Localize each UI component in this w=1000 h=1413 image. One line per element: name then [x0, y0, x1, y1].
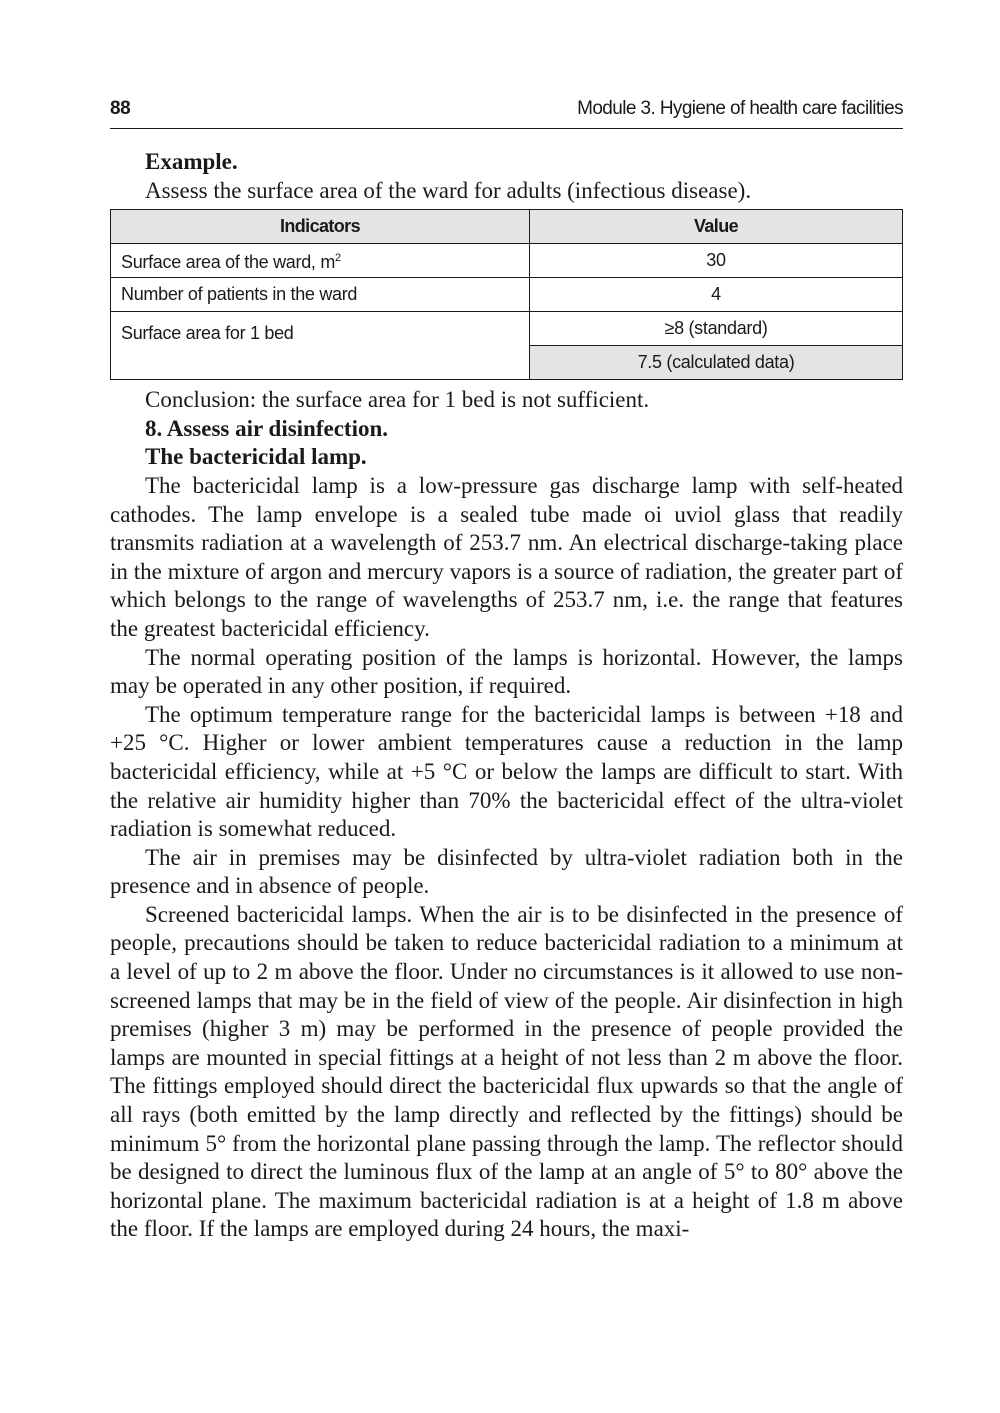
indicator-cell: [111, 244, 530, 278]
value-cell: 4: [530, 278, 903, 312]
column-header-value: Value: [530, 210, 903, 244]
paragraph: The optimum temperature range for the bactericidal lamps is between +18 and +25 °C. Higher or lower ambient temperatures cause a reduction in the lamp bactericidal efficiency, while at +5 °C or below the lamps are difficult to start. With the relative air humidity higher than 70% the bactericidal effect of the ultra-violet radiation is somewhat reduced.: [110, 701, 903, 842]
superscript: 2: [335, 252, 341, 265]
paragraph: Screened bactericidal lamps. When the air is to be disinfected in the presence of people, precautions should be taken to reduce bactericidal radiation to a minimum at a level of up to 2 m above the floor. Under no circumstances is it allowed to use non-screened lamps that may be in the field of view of the people. Air disinfection in high premises (higher 3 m) may be performed in the presence of people provided the lamps are mounted in special fittings at a height of not less than 2 m above the floor. The fittings employed should direct the bactericidal flux upwards so that the angle of all rays (both emitted by the lamp directly and reflected by the fittings) should be minimum 5° from the horizontal plane passing through the lamp. The reflector should be designed to direct the luminous flux of the lamp at an angle of 5° to 80° above the horizontal plane. The maximum bactericidal radiation is at a height of 1.8 m above the floor. If the lamps are employed during 24 hours, the maxi-: [110, 901, 903, 1242]
paragraph: The air in premises may be disinfected by ultra-violet radiation both in the presence and in absence of people.: [110, 844, 903, 899]
column-header-indicators: Indicators: [111, 210, 530, 244]
table-row: [111, 244, 903, 278]
section-heading: 8. Assess air disinfection.: [145, 415, 389, 441]
value-cell: 30: [530, 244, 903, 278]
value-cell-standard: ≥8 (standard): [530, 312, 903, 346]
value-cell-calculated: 7.5 (calculated data): [530, 346, 903, 380]
page-number: 88: [110, 98, 131, 119]
table-header-row: [111, 210, 903, 244]
body-text: [110, 148, 903, 1244]
indicators-table: [110, 209, 903, 380]
conclusion: Conclusion: the surface area for 1 bed is not sufficient.: [145, 387, 650, 413]
running-title: Module 3. Hygiene of health care facilities: [577, 98, 903, 119]
example-heading: Example.: [145, 149, 238, 174]
table-row: [111, 312, 903, 346]
document-page: [110, 0, 903, 1413]
indicator-cell: Surface area for 1 bed: [111, 312, 530, 380]
paragraph: The normal operating position of the lamps is horizontal. However, the lamps may be operated in any other position, if required.: [110, 644, 903, 699]
subheading: The bactericidal lamp.: [145, 444, 367, 470]
indicator-cell: Number of patients in the ward: [111, 278, 530, 312]
running-head: [110, 96, 903, 129]
paragraph: The bactericidal lamp is a low-pressure gas discharge lamp with self-heated cathodes. The lamp envelope is a sealed tube made oi uviol glass that readily transmits radiation at a wavelength of 253.7 nm. An electrical discharge-taking place in the mixture of argon and mercury vapors is a source of radiation, the greater part of which belongs to the range of wavelengths of 253.7 nm, i.e. the range that features the greatest bactericidal efficiency.: [110, 472, 903, 641]
example-task: Assess the surface area of the ward for adults (infectious disease).: [145, 177, 752, 203]
indicator-text: Surface area of the ward, m: [121, 252, 336, 273]
table-row: [111, 278, 903, 312]
